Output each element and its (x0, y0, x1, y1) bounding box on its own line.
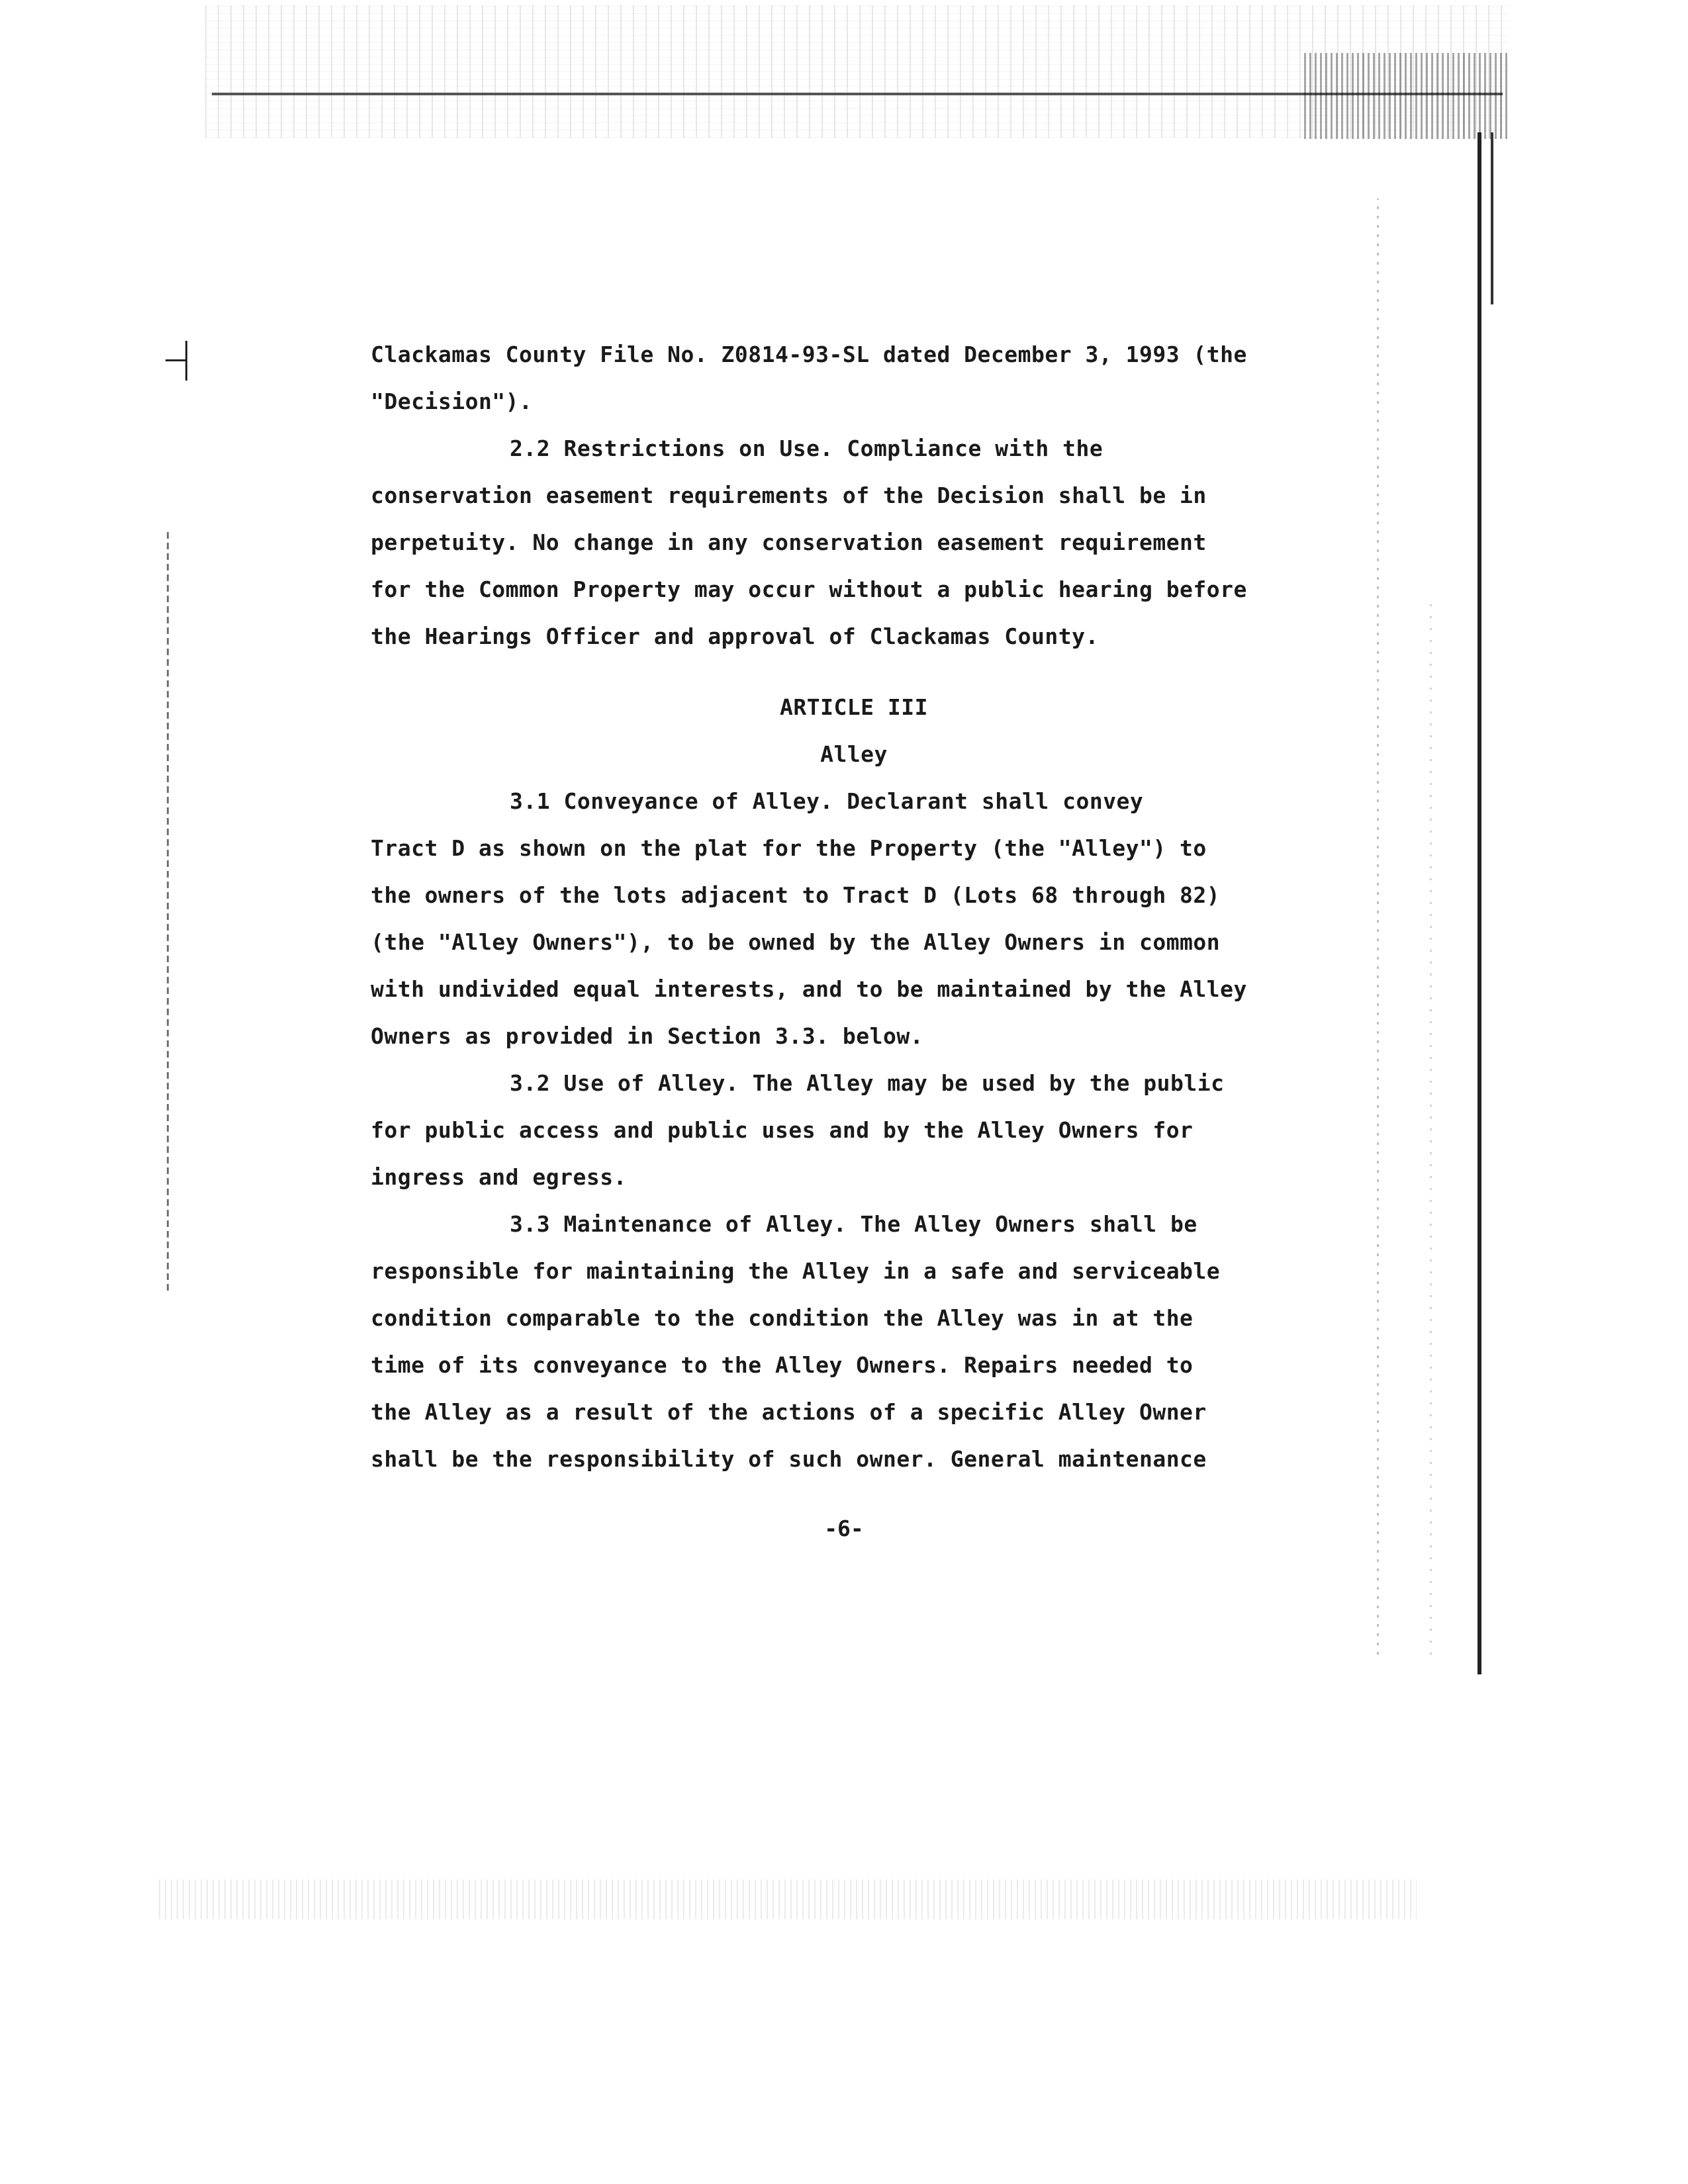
body-line: time of its conveyance to the Alley Owners. Repairs needed to (371, 1352, 1194, 1378)
body-line: for the Common Property may occur without a public hearing before (371, 576, 1247, 602)
body-line: Declarant shall convey (847, 788, 1144, 814)
scan-artifact-right-edge (1477, 132, 1481, 1674)
section-heading: 3.3 Maintenance of Alley. (510, 1211, 847, 1237)
body-line: The Alley may be used by the public (752, 1070, 1225, 1096)
scan-artifact-bottom (159, 1880, 1417, 1919)
scan-artifact-block (1304, 53, 1509, 139)
scan-artifact-right-faint-2 (1430, 596, 1432, 1655)
scan-artifact-left-edge (167, 529, 169, 1291)
body-line: perpetuity. No change in any conservation easement requirement (371, 529, 1207, 555)
section-3-1-first-line (371, 778, 1337, 825)
section-heading: 2.2 Restrictions on Use. (510, 435, 833, 461)
body-line: conservation easement requirements of the Decision shall be in (371, 482, 1207, 508)
body-line: Clackamas County File No. Z0814-93-SL dated December 3, 1993 (the (371, 341, 1247, 367)
body-line: Compliance with the (847, 435, 1103, 461)
section-heading: 3.1 Conveyance of Alley. (510, 788, 833, 814)
scan-artifact-left-mark (165, 341, 187, 381)
body-line: responsible for maintaining the Alley in a safe and serviceable (371, 1258, 1221, 1284)
body-line: Tract D as shown on the plat for the Property (the "Alley") to (371, 835, 1207, 861)
body-line: ingress and egress. (371, 1164, 627, 1190)
scan-artifact-right-faint (1377, 199, 1379, 1655)
body-line: Owners as provided in Section 3.3. below. (371, 1023, 924, 1049)
body-line: with undivided equal interests, and to be maintained by the Alley (371, 976, 1247, 1002)
body-line: shall be the responsibility of such owner. General maintenance (371, 1446, 1207, 1472)
section-3-2-first-line (371, 1060, 1337, 1107)
section-heading: 3.2 Use of Alley. (510, 1070, 739, 1096)
section-2-2-first-line (371, 425, 1337, 472)
body-line: the owners of the lots adjacent to Tract D (Lots 68 through 82) (371, 882, 1221, 908)
body-line: (the "Alley Owners"), to be owned by the Alley Owners in common (371, 929, 1221, 955)
scan-artifact-right-edge-2 (1491, 132, 1493, 304)
body-line: the Alley as a result of the actions of a specific Alley Owner (371, 1399, 1207, 1425)
body-line: "Decision"). (371, 388, 533, 414)
article-number: ARTICLE III (779, 694, 929, 720)
body-line: The Alley Owners shall be (860, 1211, 1197, 1237)
page-number: -6- (824, 1516, 864, 1541)
section-3-3-first-line (371, 1201, 1337, 1248)
body-line: the Hearings Officer and approval of Clackamas County. (371, 623, 1099, 649)
body-line: condition comparable to the condition the Alley was in at the (371, 1305, 1194, 1331)
spacer (371, 660, 1337, 684)
body-line: for public access and public uses and by the Alley Owners for (371, 1117, 1194, 1143)
article-title: Alley (820, 741, 888, 767)
document-body (371, 331, 1337, 1482)
